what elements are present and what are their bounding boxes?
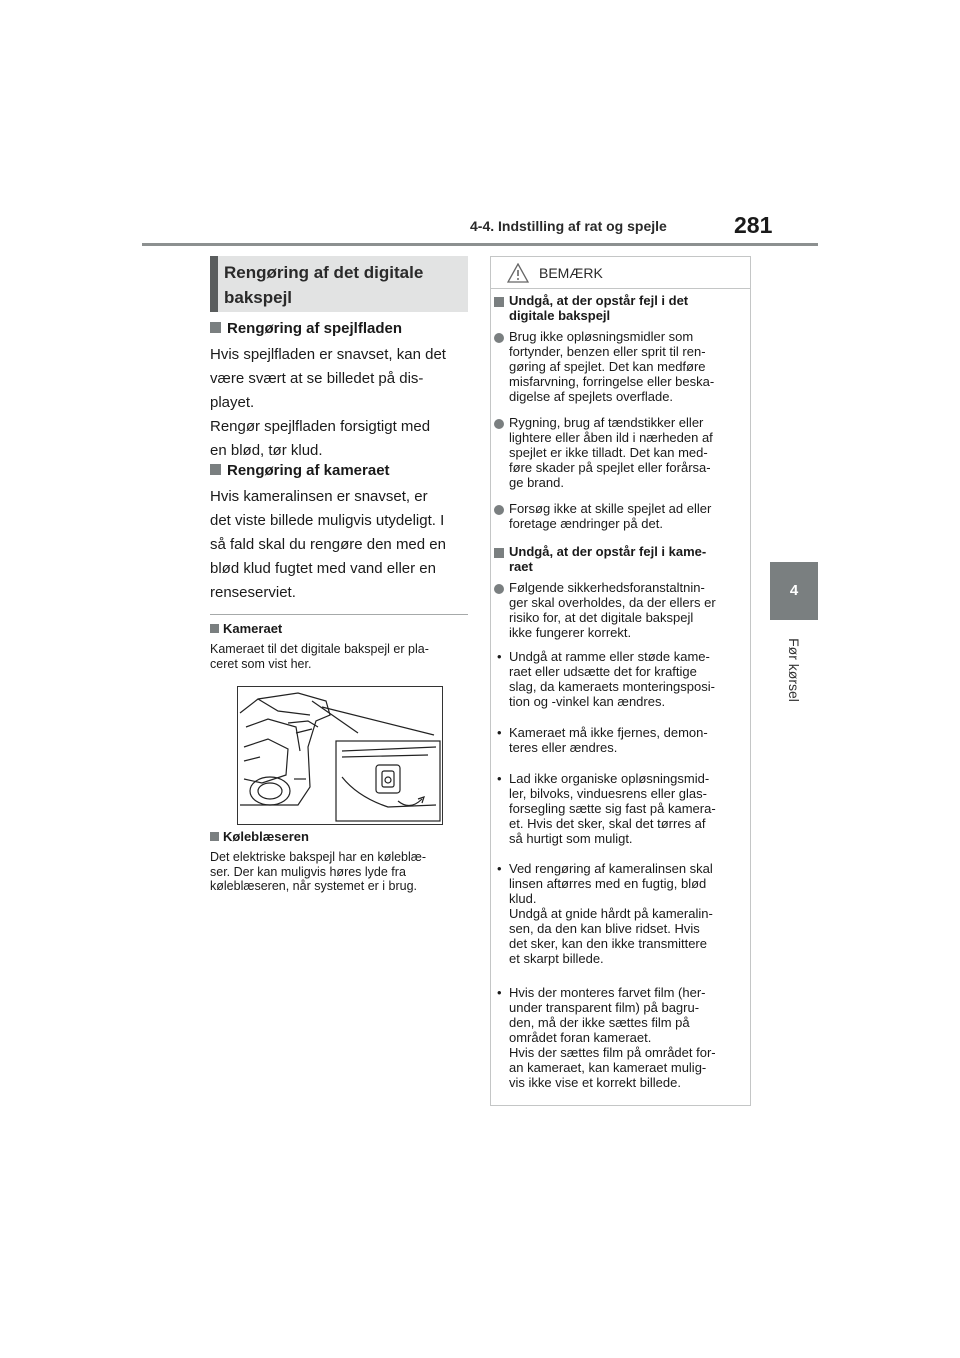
notice-item-precautions: Følgende sikkerhedsforanstaltnin- ger skal overholdes, da der ellers er risiko for, at det digitale bakspejl ikke fungerer korrekt.	[509, 580, 716, 640]
subheading-camera-cleaning: Rengøring af kameraet	[210, 462, 390, 479]
square-bullet-icon	[494, 297, 504, 307]
notice-heading-mirror: Undgå, at der opstår fejl i det digitale bakspejl	[509, 293, 689, 323]
camera-cleaning-text: Hvis kameralinsen er snavset, er det viste billede muligvis utydeligt. I så fald skal du rengøre den med en blød klud fugtet med vand eller en renseserviet.	[210, 488, 446, 601]
info-camera-text: Kameraet til det digitale bakspejl er pla- ceret som vist her.	[210, 642, 429, 671]
notice-separator	[491, 288, 750, 289]
notice-item-chemicals: Lad ikke organiske opløsningsmid- ler, bilvoks, vinduesrens eller glas- forsegling sætte sig fast på kamera- et. Hvis det sker, skal det tørres af så hurtigt som muligt.	[509, 771, 716, 846]
info-divider	[210, 614, 468, 615]
notice-box	[490, 256, 751, 1106]
circle-bullet-icon	[494, 505, 504, 515]
notice-item-removal: Kameraet må ikke fjernes, demon- teres eller ændres.	[509, 725, 708, 755]
notice-item-window-film: Hvis der monteres farvet film (her- under transparent film) på bagru- den, må der ikke sættes film på området foran kameraet. Hvis der sættes film på området for- an kameraet, kan kameraet mulig- vis ikke vise et korrekt billede.	[509, 985, 716, 1090]
notice-item-solvents: Brug ikke opløsningsmidler som fortynder, benzen eller sprit til ren- gøring af spejlet. Det kan medføre misfarvning, forringelse eller beska- digelse af spejlets overflade.	[509, 329, 715, 404]
circle-bullet-icon	[494, 584, 504, 594]
dash-bullet: •	[497, 985, 502, 1000]
car-rear-camera-icon	[238, 687, 442, 824]
notice-item-lens-cleaning: Ved rengøring af kameralinsen skal linsen aftørres med en fugtig, blød klud. Undgå at gnide hårdt på kameralin- sen, da den kan blive ridset. Hvis det sker, kan den ikke transmittere et skarpt billede.	[509, 861, 713, 966]
notice-item-impact: Undgå at ramme eller støde kame- raet eller udsætte det for kraftige slag, da kameraets monteringsposi- tion og -vinkel kan ændres.	[509, 649, 715, 709]
warning-triangle-icon	[507, 263, 529, 283]
chapter-title-tab	[770, 630, 818, 710]
header-rule	[142, 243, 818, 246]
notice-header	[491, 257, 750, 289]
camera-location-illustration	[237, 686, 443, 825]
page-number: 281	[734, 212, 773, 238]
square-bullet-icon	[210, 322, 221, 333]
mirror-cleaning-text: Hvis spejlfladen er snavset, kan det være svært at se billedet på dis- playet. Rengør spejlfladen forsigtigt med en blød, tør klud.	[210, 346, 446, 459]
dash-bullet: •	[497, 649, 502, 664]
subheading-mirror-cleaning: Rengøring af spejlfladen	[210, 320, 402, 337]
square-bullet-icon	[210, 464, 221, 475]
info-heading-fan: Køleblæseren	[210, 829, 309, 844]
dash-bullet: •	[497, 771, 502, 786]
chapter-number-tab: 4	[770, 562, 818, 620]
notice-label: BEMÆRK	[539, 265, 603, 281]
chapter-title: Før kørsel	[786, 638, 802, 702]
info-fan-text: Det elektriske bakspejl har en køleblæ- ser. Der kan muligvis høres lyde fra køleblæseren, når systemet er i brug.	[210, 850, 427, 893]
section-heading: 4-4. Indstilling af rat og spejle	[470, 218, 667, 234]
dash-bullet: •	[497, 725, 502, 740]
dash-bullet: •	[497, 861, 502, 876]
section-title-box	[210, 256, 468, 312]
info-heading-camera: Kameraet	[210, 621, 282, 636]
square-bullet-icon	[210, 624, 219, 633]
section-title-bar	[210, 256, 218, 312]
notice-item-disassembly: Forsøg ikke at skille spejlet ad eller foretage ændringer på det.	[509, 501, 712, 531]
square-bullet-icon	[494, 548, 504, 558]
section-title: Rengøring af det digitale bakspejl	[224, 263, 424, 307]
square-bullet-icon	[210, 832, 219, 841]
circle-bullet-icon	[494, 333, 504, 343]
notice-heading-camera: Undgå, at der opstår fejl i kame- raet	[509, 544, 707, 574]
circle-bullet-icon	[494, 419, 504, 429]
notice-item-smoking: Rygning, brug af tændstikker eller lightere eller åben ild i nærheden af spejlet er ikke tilladt. Det kan med- føre skader på spejlet eller forårsa- ge brand.	[509, 415, 713, 490]
